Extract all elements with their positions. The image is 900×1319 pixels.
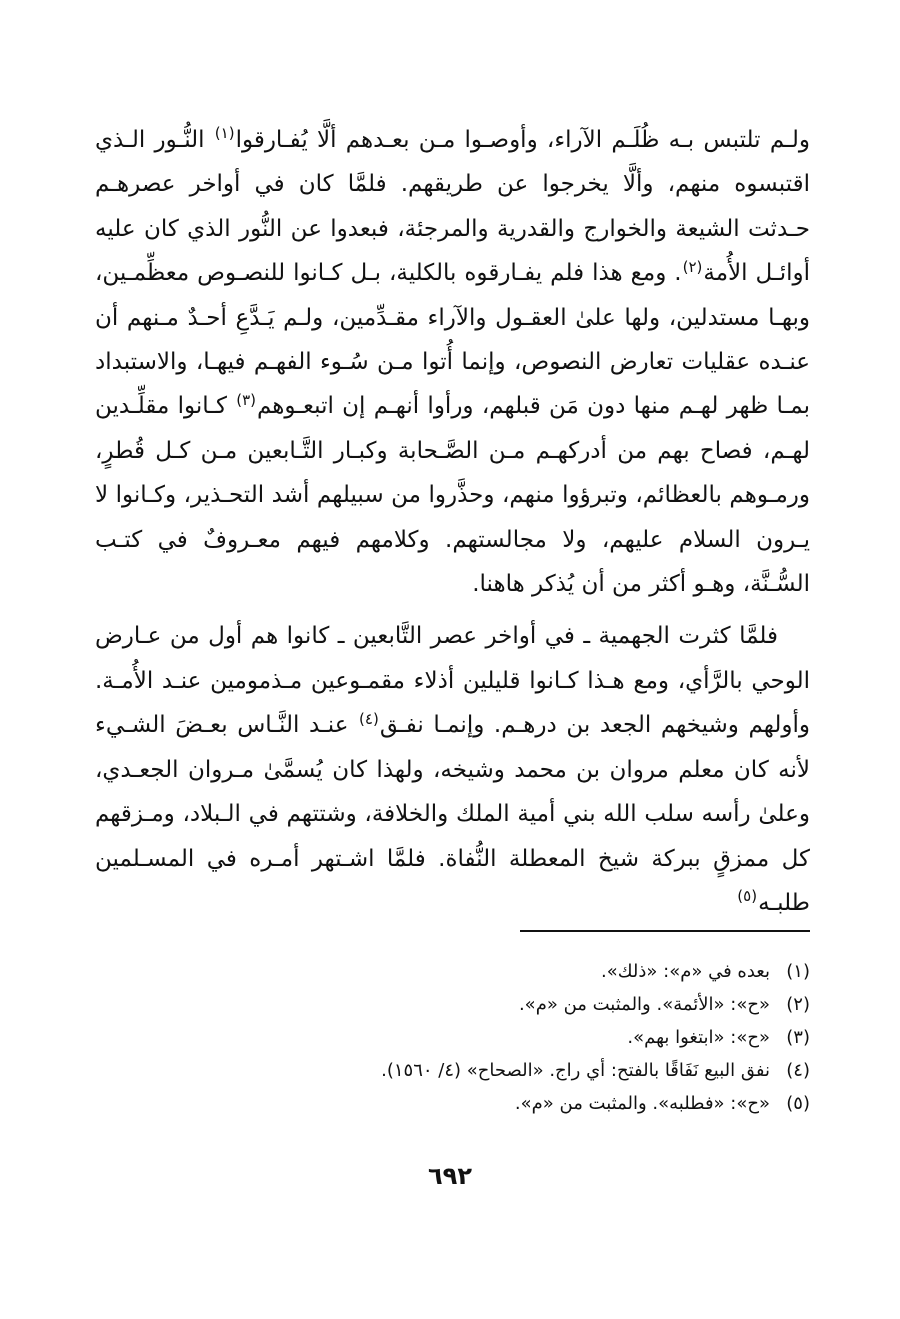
text-segment: ولـم تلتبس بـه ظُلَـم الآراء، وأوصـوا مـن بعـدهم ألَّا يُفـارقوا bbox=[235, 127, 810, 153]
footnote-text: نفق البيع نَفَاقًا بالفتح: أي راج. «الصحاح» (٤/ ١٥٦٠). bbox=[381, 1060, 770, 1081]
footnote-ref-marker[interactable]: (٥) bbox=[737, 887, 758, 906]
main-text bbox=[95, 118, 810, 925]
footnote-number: (٢) bbox=[786, 994, 810, 1015]
footnote-ref-marker[interactable]: (٣) bbox=[236, 390, 256, 409]
footnotes bbox=[95, 955, 810, 1120]
footnote-text: بعده في «م»: «ذلك». bbox=[601, 961, 770, 982]
footnote-ref-marker[interactable]: (٤) bbox=[359, 709, 379, 728]
footnote-separator bbox=[520, 930, 810, 932]
paragraph-2 bbox=[95, 614, 810, 925]
footnote-ref-marker[interactable]: (٢) bbox=[682, 257, 703, 276]
paragraph-1 bbox=[95, 118, 810, 606]
footnote-text: «ح»: «الأئمة». والمثبت من «م». bbox=[518, 994, 770, 1015]
footnote-1 bbox=[95, 955, 810, 988]
footnote-2 bbox=[95, 988, 810, 1021]
footnote-number: (٥) bbox=[786, 1093, 810, 1114]
footnote-ref-marker[interactable]: (١) bbox=[214, 124, 235, 143]
footnote-number: (٣) bbox=[786, 1027, 810, 1048]
text-segment: كـانوا مقلِّـدين لهـم، فصاح بهم من أدركهـم مـن الصَّـحابة وكبـار التَّـابعين مـن كـل قُطرٍ، ورمـوهم بالعظائم، وتبرؤوا منهم، وحذَّروا من سبيلهم أشد التحـذير، وكـانوا لا يـرون السلام عليهم، ولا مجالستهم. وكلامهم فيهم معـروفٌ في كتـب السُّـنَّة، وهـو أكثر من أن يُذكر هاهنا. bbox=[95, 393, 810, 598]
footnote-number: (٤) bbox=[786, 1060, 810, 1081]
footnote-4 bbox=[95, 1054, 810, 1087]
text-segment: فلمَّا كثرت الجهمية ـ في أواخر عصر التَّابعين ـ كانوا هم أول من عـارض الوحي بالرَّأي، ومع هـذا كـانوا قليلين أذلاء مقمـوعين مـذمومين عنـد الأُمـة. وأولهم وشيخهم الجعد بن درهـم. وإنمـا نفـق bbox=[95, 623, 811, 739]
page-number: ٦٩٢ bbox=[428, 1162, 472, 1190]
text-segment: النُّـور الـذي اقتبسوه منهم، وألَّا يخرجوا عن طريقهم. فلمَّا كان في أواخر عصرهـم حـدثت الشيعة والخوارج والقدرية والمرجئة، فبعدوا عن النُّور الذي كان عليه أوائـل الأُمة bbox=[95, 127, 810, 287]
page-body bbox=[95, 118, 810, 925]
footnote-text: «ح»: «ابتغوا بهم». bbox=[627, 1027, 770, 1048]
footnote-text: «ح»: «فطلبه». والمثبت من «م». bbox=[514, 1093, 770, 1114]
text-segment: عنـد النَّـاس بعـضَ الشـيء لأنه كان معلم مروان بن محمد وشيخه، ولهذا كان يُسمَّىٰ مـروان الجعـدي، وعلىٰ رأسه سلب الله بني أمية الملك والخلافة، وشتتهم في الـبلاد، ومـزقهم كل ممزقٍ ببركة شيخ المعطلة النُّفاة. فلمَّا اشـتهر أمـره في المسـلمين طلبـه bbox=[95, 712, 810, 916]
text-segment: . ومع هذا فلم يفـارقوه بالكلية، بـل كـانوا للنصـوص معظِّمـين، وبهـا مستدلين، ولها علىٰ العقـول والآراء مقـدِّمين، ولـم يَـدَّعِ أحـدٌ مـنهم أن عنـده عقليات تعارض النصوص، وإنما أُتوا مـن سُـوء الفهـم فيهـا، والاستبداد بمـا ظهر لهـم منها دون مَن قبلهم، ورأوا أنهـم إن اتبعـوهم bbox=[95, 260, 810, 420]
footnote-5 bbox=[95, 1087, 810, 1120]
footnote-number: (١) bbox=[786, 961, 810, 982]
footnote-3 bbox=[95, 1021, 810, 1054]
